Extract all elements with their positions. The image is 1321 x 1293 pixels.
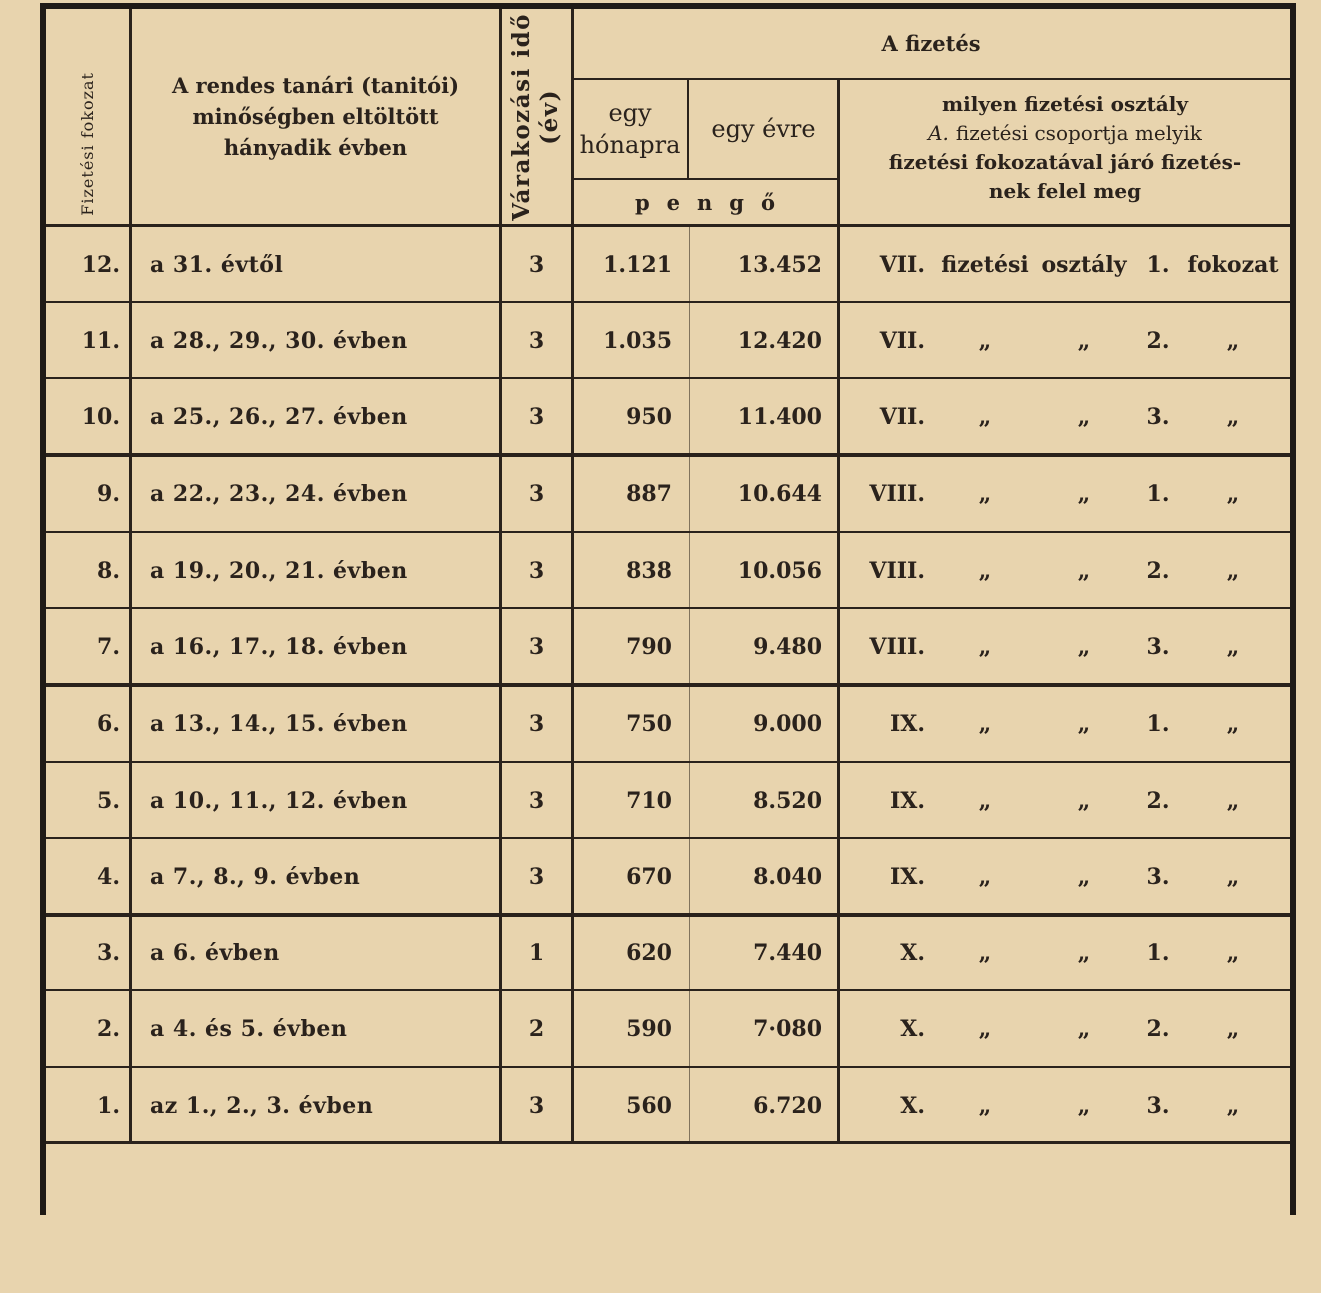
wait-cell: 3 <box>528 481 545 507</box>
class-label-cell: „ <box>1077 481 1091 507</box>
wait-cell: 3 <box>528 864 545 890</box>
class-roman-cell: VIII. <box>869 481 925 507</box>
wait-cell: 3 <box>528 558 545 584</box>
class-label-cell: „ <box>978 558 992 584</box>
table-row <box>0 991 1321 1067</box>
monthly-salary-cell: 950 <box>626 404 672 430</box>
years-cell: a 13., 14., 15. évben <box>150 711 408 737</box>
class-roman-cell: VIII. <box>869 558 925 584</box>
class-label-cell: „ <box>978 711 992 737</box>
yearly-salary-cell: 9.480 <box>753 634 822 660</box>
years-cell: a 28., 29., 30. évben <box>150 328 408 354</box>
grade-cell: 6. <box>97 711 120 737</box>
class-label-cell: „ <box>1226 328 1240 354</box>
header-wait-line: Várakozási idő <box>508 12 535 221</box>
class-label-cell: „ <box>1077 328 1091 354</box>
class-step-cell: 3. <box>1146 1093 1170 1119</box>
class-roman-cell: X. <box>900 940 925 966</box>
yearly-salary-cell: 10.056 <box>737 558 822 584</box>
grade-cell: 3. <box>97 940 120 966</box>
grade-cell: 7. <box>97 634 120 660</box>
years-cell: a 10., 11., 12. évben <box>150 788 408 814</box>
header-years-line: A rendes tanári (tanitói) <box>171 73 460 98</box>
grade-cell: 4. <box>97 864 120 890</box>
header-monthly-line: egy <box>608 98 652 127</box>
header-currency <box>573 180 837 224</box>
grade-cell: 2. <box>97 1016 120 1042</box>
class-label-cell: „ <box>978 481 992 507</box>
class-label-cell: „ <box>1077 864 1091 890</box>
table-row <box>0 915 1321 991</box>
class-label-cell: „ <box>1226 1016 1240 1042</box>
monthly-salary-cell: 1.035 <box>603 328 672 354</box>
monthly-salary-cell: 620 <box>626 940 672 966</box>
class-label-cell: „ <box>1077 1016 1091 1042</box>
class-label-cell: „ <box>1226 634 1240 660</box>
class-label-cell: fizetési <box>941 252 1029 278</box>
header-years-line: minőségben eltöltött <box>192 104 439 129</box>
class-label-cell: „ <box>1077 634 1091 660</box>
class-roman-cell: X. <box>900 1016 925 1042</box>
table-rule <box>687 78 689 178</box>
years-cell: a 16., 17., 18. évben <box>150 634 408 660</box>
header-wait-line: (év) <box>536 88 563 145</box>
header-currency-label: pengő <box>634 189 792 215</box>
class-label-cell: osztály <box>1041 252 1127 278</box>
class-step-cell: 1. <box>1146 711 1170 737</box>
header-class-line: fizetési fokozatával járó fizetés- <box>888 150 1242 174</box>
monthly-salary-cell: 670 <box>626 864 672 890</box>
table-row <box>0 456 1321 532</box>
table-row <box>0 1068 1321 1144</box>
class-step-cell: 2. <box>1146 558 1170 584</box>
years-cell: a 4. és 5. évben <box>150 1016 348 1042</box>
wait-cell: 3 <box>528 1093 545 1119</box>
class-label-cell: „ <box>1226 404 1240 430</box>
yearly-salary-cell: 7·080 <box>753 1016 822 1042</box>
header-grade-label: Fizetési fokozat <box>78 72 97 216</box>
monthly-salary-cell: 710 <box>626 788 672 814</box>
years-cell: az 1., 2., 3. évben <box>150 1093 374 1119</box>
table-row <box>0 839 1321 915</box>
class-label-cell: „ <box>978 404 992 430</box>
header-grade <box>46 9 129 224</box>
years-cell: a 25., 26., 27. évben <box>150 404 408 430</box>
grade-cell: 11. <box>81 328 120 354</box>
yearly-salary-cell: 10.644 <box>737 481 822 507</box>
class-label-cell: „ <box>978 328 992 354</box>
class-roman-cell: VII. <box>879 328 925 354</box>
years-cell: a 22., 23., 24. évben <box>150 481 408 507</box>
wait-cell: 3 <box>528 711 545 737</box>
table-row <box>0 379 1321 455</box>
class-roman-cell: IX. <box>889 864 925 890</box>
grade-cell: 1. <box>97 1093 120 1119</box>
grade-cell: 5. <box>97 788 120 814</box>
class-label-cell: „ <box>978 864 992 890</box>
wait-cell: 3 <box>528 252 545 278</box>
class-roman-cell: VIII. <box>869 634 925 660</box>
class-label-cell: „ <box>978 634 992 660</box>
table-row <box>0 763 1321 839</box>
class-roman-cell: IX. <box>889 788 925 814</box>
header-class-text: fizetési csoportja melyik <box>955 121 1202 145</box>
grade-cell: 12. <box>81 252 120 278</box>
class-step-cell: 3. <box>1146 634 1170 660</box>
wait-cell: 3 <box>528 634 545 660</box>
header-yearly-label: egy évre <box>711 114 816 143</box>
wait-cell: 1 <box>528 940 545 966</box>
class-step-cell: 2. <box>1146 788 1170 814</box>
wait-cell: 2 <box>528 1016 545 1042</box>
class-label-cell: „ <box>978 788 992 814</box>
header-salary <box>574 9 1288 78</box>
header-monthly <box>573 80 687 177</box>
header-class-line: nek felel meg <box>988 179 1142 203</box>
class-label-cell: „ <box>1077 558 1091 584</box>
class-roman-cell: X. <box>900 1093 925 1119</box>
yearly-salary-cell: 13.452 <box>737 252 822 278</box>
monthly-salary-cell: 590 <box>626 1016 672 1042</box>
class-step-cell: 1. <box>1146 940 1170 966</box>
yearly-salary-cell: 8.040 <box>753 864 822 890</box>
monthly-salary-cell: 560 <box>626 1093 672 1119</box>
years-cell: a 19., 20., 21. évben <box>150 558 408 584</box>
years-cell: a 31. évtől <box>150 252 284 278</box>
header-wait <box>501 9 571 224</box>
table-row <box>0 533 1321 609</box>
yearly-salary-cell: 6.720 <box>753 1093 822 1119</box>
header-wait-label <box>508 13 564 221</box>
class-roman-cell: VII. <box>879 252 925 278</box>
class-roman-cell: IX. <box>889 711 925 737</box>
class-label-cell: „ <box>1226 711 1240 737</box>
yearly-salary-cell: 12.420 <box>737 328 822 354</box>
class-label-cell: „ <box>978 940 992 966</box>
class-label-cell: fokozat <box>1187 252 1279 278</box>
class-label-cell: „ <box>1226 481 1240 507</box>
class-label-cell: „ <box>1226 788 1240 814</box>
monthly-salary-cell: 790 <box>626 634 672 660</box>
class-roman-cell: VII. <box>879 404 925 430</box>
monthly-salary-cell: 1.121 <box>603 252 672 278</box>
class-label-cell: „ <box>978 1093 992 1119</box>
class-label-cell: „ <box>1226 940 1240 966</box>
class-label-cell: „ <box>1077 1093 1091 1119</box>
class-label-cell: „ <box>1226 558 1240 584</box>
grade-cell: 10. <box>81 404 120 430</box>
header-class-line <box>928 119 1202 148</box>
header-class-line: milyen fizetési osztály <box>942 92 1188 116</box>
class-step-cell: 3. <box>1146 404 1170 430</box>
years-cell: a 7., 8., 9. évben <box>150 864 361 890</box>
header-salary-label: A fizetés <box>881 31 981 56</box>
monthly-salary-cell: 838 <box>626 558 672 584</box>
yearly-salary-cell: 9.000 <box>753 711 822 737</box>
grade-cell: 9. <box>97 481 120 507</box>
class-label-cell: „ <box>1077 404 1091 430</box>
header-class <box>840 78 1290 218</box>
class-step-cell: 2. <box>1146 1016 1170 1042</box>
header-yearly <box>690 80 837 177</box>
class-step-cell: 3. <box>1146 864 1170 890</box>
wait-cell: 3 <box>528 788 545 814</box>
yearly-salary-cell: 11.400 <box>737 404 822 430</box>
years-cell: a 6. évben <box>150 940 280 966</box>
wait-cell: 3 <box>528 328 545 354</box>
yearly-salary-cell: 7.440 <box>753 940 822 966</box>
class-step-cell: 1. <box>1146 252 1170 278</box>
header-class-italic: A. <box>928 121 949 145</box>
table-row <box>0 303 1321 379</box>
wait-cell: 3 <box>528 404 545 430</box>
class-step-cell: 2. <box>1146 328 1170 354</box>
header-years <box>132 9 499 224</box>
header-years-line: hányadik évben <box>223 135 408 160</box>
class-label-cell: „ <box>1226 864 1240 890</box>
yearly-salary-cell: 8.520 <box>753 788 822 814</box>
class-label-cell: „ <box>1077 788 1091 814</box>
class-step-cell: 1. <box>1146 481 1170 507</box>
table-row <box>0 227 1321 303</box>
monthly-salary-cell: 750 <box>626 711 672 737</box>
class-label-cell: „ <box>1077 711 1091 737</box>
grade-cell: 8. <box>97 558 120 584</box>
table-row <box>0 686 1321 762</box>
table-row <box>0 609 1321 685</box>
monthly-salary-cell: 887 <box>626 481 672 507</box>
header-monthly-line: hónapra <box>579 130 681 159</box>
class-label-cell: „ <box>1226 1093 1240 1119</box>
class-label-cell: „ <box>978 1016 992 1042</box>
class-label-cell: „ <box>1077 940 1091 966</box>
